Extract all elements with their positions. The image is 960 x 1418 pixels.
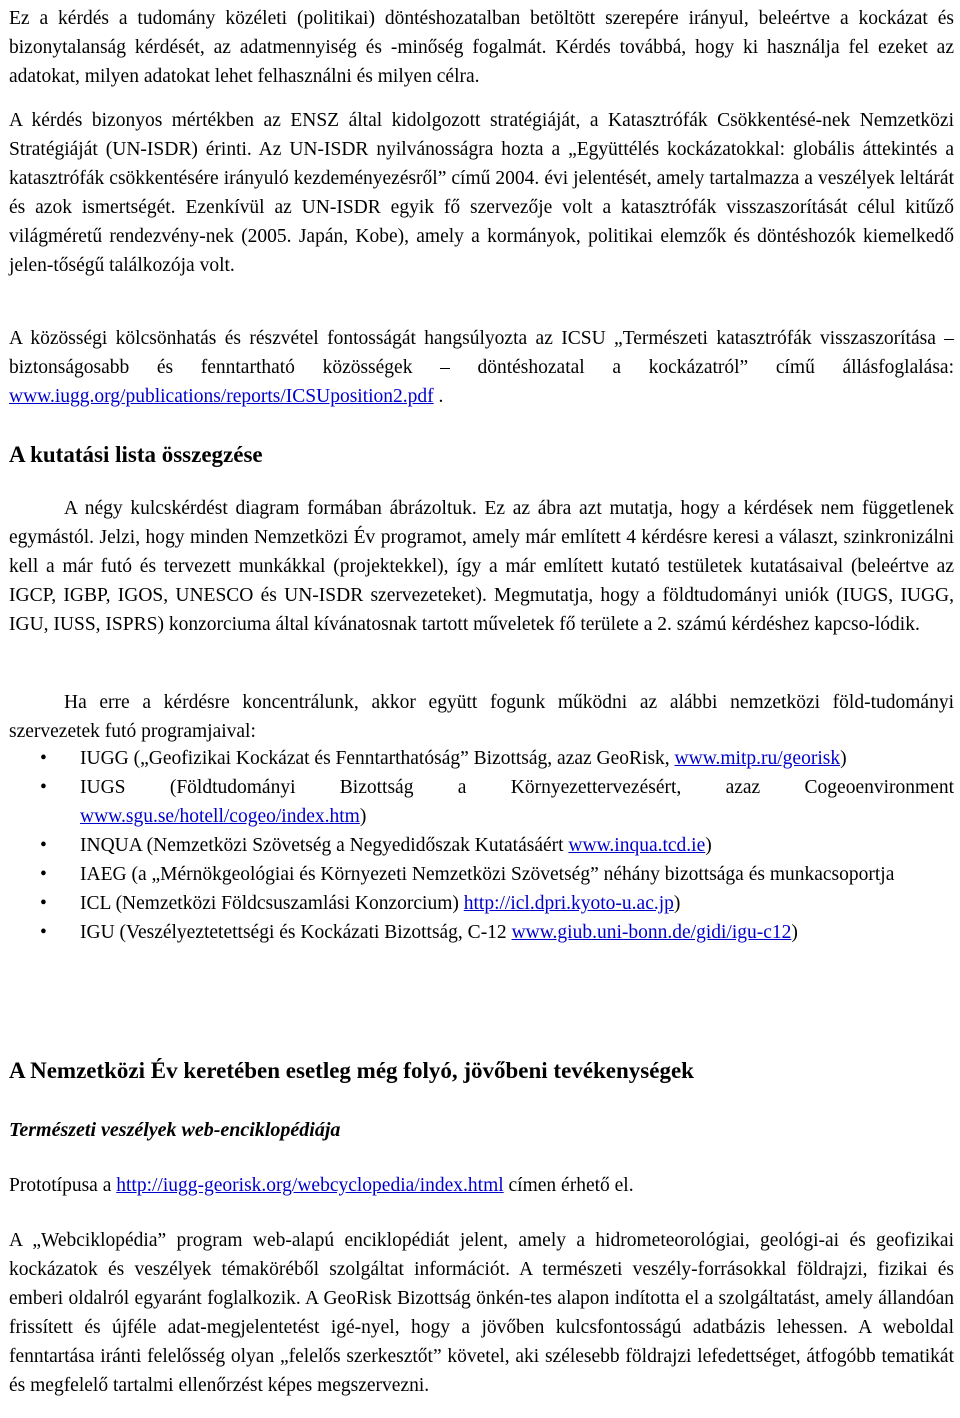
section-heading-future-activities: A Nemzetközi Év keretében esetleg még folyó, jövőbeni tevékenységek (9, 1058, 694, 1083)
paragraph-cooperation (9, 688, 954, 746)
webcyclopedia-link[interactable]: http://iugg-georisk.org/webcyclopedia/index.html (116, 1175, 504, 1196)
paragraph-un-isdr (9, 106, 954, 280)
bullet-icon: • (40, 922, 47, 943)
paragraph-diagram-summary (9, 494, 954, 639)
paragraph-prototype: Prototípusa a http://iugg-georisk.org/webcyclopedia/index.html címen érhető el. (9, 1175, 634, 1196)
paragraph-text: A „Webciklopédia” program web-alapú enciklopédiát jelent, amely a hidrometeorológiai, geológi-ai és geofizikai kockázatok és veszélyek témaköréből szolgáltat információt. A természeti veszély-forrásokkal földrajzi, fizikai és emberi oldalról egyaránt foglalkozik. A GeoRisk Bizottság önkén-tes alapon indította el a szolgáltatást, amely állandóan frissített és újféle adat-megjelentetést igé-nyel, hogy a jövőben kulcsfontosságú adatbázis lehessen. A weboldal fenntartása iránti felelősség olyan „felelős szerkesztőt” követel, aki szélesebb földrajzi lefedettséget, átfogóbb tematikát és megfelelő tartalmi ellenőrzést képes megszervezni. (9, 1230, 954, 1396)
bullet-icon: • (40, 835, 47, 856)
list-item: • IAEG (a „Mérnökgeológiai és Környezeti Nemzetközi Szövetség” néhány bizottsága és munkacsoportja (9, 860, 954, 889)
paragraph-text: A négy kulcskérdést diagram formában ábrázoltuk. Ez az ábra azt mutatja, hogy a kérdések nem függetlenek egymástól. Jelzi, hogy minden Nemzetközi Év programot, amely már említett 4 kérdésre keresi a választ, szinkronizálni kell a már futó és tervezett munkákkal (projektekkel), így a már említett kutató testületek kutatásaival (beleértve az IGCP, IGBP, IGOS, UNESCO és UN-ISDR szervezeteket). Megmutatja, hogy a földtudományi uniók (IUGS, IUGG, IGU, IUSS, ISPRS) konzorciuma által kívánatosnak tartott műveletek fő területe a 2. számú kérdéshez kapcso-lódik. (9, 498, 954, 635)
list-item: • ICL (Nemzetközi Földcsuszamlási Konzorcium) http://icl.dpri.kyoto-u.ac.jp) (9, 889, 954, 918)
paragraph-text: A kérdés bizonyos mértékben az ENSZ által kidolgozott stratégiáját, a Katasztrófák Csökkentésé-nek Nemzetközi Stratégiáját (UN-ISDR) érinti. Az UN-ISDR nyilvánosságra hozta a „Együttélés kockázatokkal: globális áttekintés a katasztrófák csökkentésére irányuló kezdeményezésről” című 2004. évi jelentését, amely tartalmazza a veszélyek leltárát és azok ismertségét. Ezenkívül az UN-ISDR egyik fő szervezője volt a katasztrófák visszaszorítását célul kitűző világméretű rendezvény-nek (2005. Japán, Kobe), amely a kormányok, politikai elemzők és döntéshozók kiemelkedő jelen-tőségű találkozója volt. (9, 110, 954, 276)
cogeo-link[interactable]: www.sgu.se/hotell/cogeo/index.htm (80, 806, 360, 827)
list-item: • IUGG („Geofizikai Kockázat és Fenntarthatóság” Bizottság, azaz GeoRisk, www.mitp.ru/georisk) (9, 744, 954, 773)
icsu-position-link[interactable]: www.iugg.org/publications/reports/ICSUposition2.pdf (9, 386, 434, 407)
paragraph-webcyclopedia (9, 1226, 954, 1400)
paragraph-text: Ez a kérdés a tudomány közéleti (politikai) döntéshozatalban betöltött szerepére irányul, beleértve a kockázat és bizonytalanság kérdését, az adatmennyiség és -minőség fogalmát. Kérdés továbbá, hogy ki használja fel ezeket az adatokat, milyen adatokat lehet felhasználni és milyen célra. (9, 8, 954, 87)
paragraph-science-policy (9, 4, 954, 91)
georisk-link[interactable]: www.mitp.ru/georisk (674, 748, 841, 769)
igu-link[interactable]: www.giub.uni-bonn.de/gidi/igu-c12 (511, 922, 792, 943)
bullet-icon: • (40, 893, 47, 914)
bullet-icon: • (40, 777, 47, 798)
list-item: • IUGS (Földtudományi Bizottság a Környezettervezésért, azaz Cogeoenvironment www.sgu.se/hotell/cogeo/index.htm) (9, 773, 954, 831)
paragraph-text: Ha erre a kérdésre koncentrálunk, akkor együtt fogunk működni az alábbi nemzetközi föld-tudományi szervezetek futó programjaival: (9, 692, 954, 742)
inqua-link[interactable]: www.inqua.tcd.ie (568, 835, 706, 856)
subheading-web-encyclopedia: Természeti veszélyek web-enciklopédiája (9, 1119, 341, 1141)
paragraph-text: A közösségi kölcsönhatás és részvétel fontosságát hangsúlyozta az ICSU „Természeti katasztrófák visszaszorítása – biztonságosabb és fenntartható közösségek – döntéshozatal a kockázatról” című állásfoglalása: (9, 328, 954, 378)
icl-link[interactable]: http://icl.dpri.kyoto-u.ac.jp (463, 893, 674, 914)
paragraph-icsu (9, 324, 954, 411)
paragraph-text-end: . (433, 386, 444, 407)
bullet-icon: • (40, 748, 47, 769)
list-item: • IGU (Veszélyeztetettségi és Kockázati Bizottság, C-12 www.giub.uni-bonn.de/gidi/igu-c12) (9, 918, 954, 947)
bullet-icon: • (40, 864, 47, 885)
organizations-list (9, 744, 954, 947)
section-heading-research-summary: A kutatási lista összegzése (9, 442, 263, 467)
list-item: • INQUA (Nemzetközi Szövetség a Negyedidőszak Kutatásáért www.inqua.tcd.ie) (9, 831, 954, 860)
